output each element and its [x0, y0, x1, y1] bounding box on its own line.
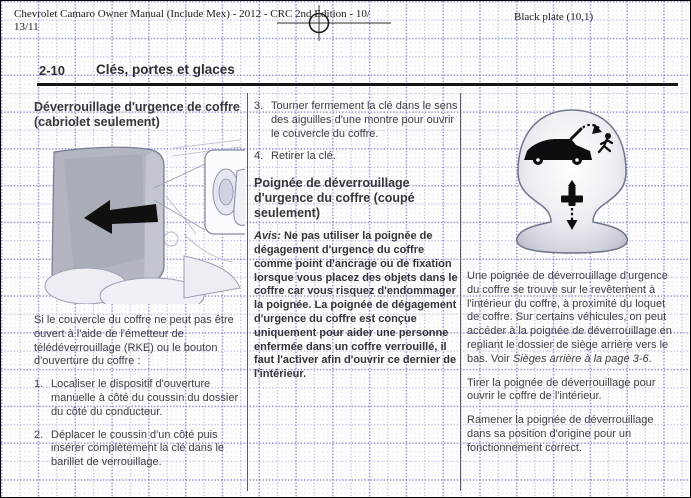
- step-text: Déplacer le coussin d'un côté puis insérer complètement la clé dans le barillet de verrouillage.: [51, 428, 225, 469]
- reset-handle-paragraph: Ramener la poignée de déverrouillage dans sa position d'origine pour un fonctionnement correct.: [467, 414, 654, 454]
- step-text: Tourner fermement la clé dans le sens des aiguilles d'une montre pour ouvrir le couvercle du coffre.: [271, 100, 458, 140]
- emergency-handle-illustration: [467, 100, 677, 260]
- section-number: 2-10: [39, 63, 66, 78]
- heading-trunk-release-convertible: Déverrouillage d'urgence de coffre (cabriolet seulement): [34, 100, 240, 129]
- step-text: Retirer la clé.: [271, 150, 336, 163]
- key-in-lock-inset: [205, 150, 245, 234]
- step-number: 1.: [34, 378, 44, 391]
- header-right-text: Black plate (10,1): [514, 11, 594, 23]
- column-3: [467, 100, 677, 456]
- step-2: [34, 429, 245, 470]
- step-4: [254, 150, 460, 164]
- pull-handle-paragraph: Tirer la poignée de déverrouillage pour ouvrir le coffre de l'intérieur.: [467, 376, 656, 403]
- step-3: [254, 100, 460, 141]
- paragraph-text: Une poignée de déverrouillage d'urgence du coffre se trouve sur le revêtement à l'intérieur du coffre, à proximité du loquet de coffre. Sur certains véhicules, on peut accéder à la poignée de déverrouillage en repliant le dossier de siège arrière vers le bas. Voir: [467, 270, 672, 365]
- column-2: [254, 100, 460, 382]
- notice-label: Avis:: [254, 230, 281, 243]
- column-1: [34, 100, 245, 470]
- step-number: 2.: [34, 428, 44, 441]
- step-number: 4.: [254, 150, 264, 163]
- registration-mark-icon: [269, 4, 397, 44]
- trunk-key-illustration: [34, 138, 245, 304]
- intro-paragraph: Si le couvercle du coffre ne peut pas être ouvert à l'aide de l'émetteur de télédéverrouillage (RKE) ou le bouton d'ouverture du coffre :: [34, 314, 234, 368]
- section-rule: [37, 83, 678, 86]
- header-left-line2: 13/11: [14, 20, 39, 33]
- notice-text: Ne pas utiliser la poignée de dégagement d'urgence du coffre comme point d'ancrage ou de fixation lorsque vous placez des objets dans le coffre car vous risquez d'endommager la poignée. La poignée de dégagement d'urgence du coffre est conçue uniquement pour aider une personne enfermée dans un coffre verrouillé, il faut l'activer afin d'ouvrir ce dernier de l'intérieur.: [254, 230, 458, 381]
- header-left-line1: Chevrolet Camaro Owner Manual (Include Mex) - 2012 - CRC 2nd Edition - 10/: [14, 8, 370, 20]
- step-number: 3.: [254, 100, 264, 112]
- column-divider-2: [460, 93, 461, 491]
- cross-reference: Sièges arrière à la page 3-6: [512, 352, 649, 365]
- step-1: [34, 378, 245, 419]
- section-title: Clés, portes et glaces: [96, 62, 235, 77]
- step-text: Localiser le dispositif d'ouverture manuelle à côté du coussin du dossier du côté du conducteur.: [51, 378, 239, 418]
- column-divider-1: [247, 93, 248, 491]
- heading-trunk-release-coupe: Poignée de déverrouillage d'urgence du coffre (coupé seulement): [254, 176, 415, 221]
- handle-location-paragraph: [467, 270, 677, 367]
- paragraph-text: .: [648, 352, 652, 365]
- notice-paragraph: [254, 230, 460, 382]
